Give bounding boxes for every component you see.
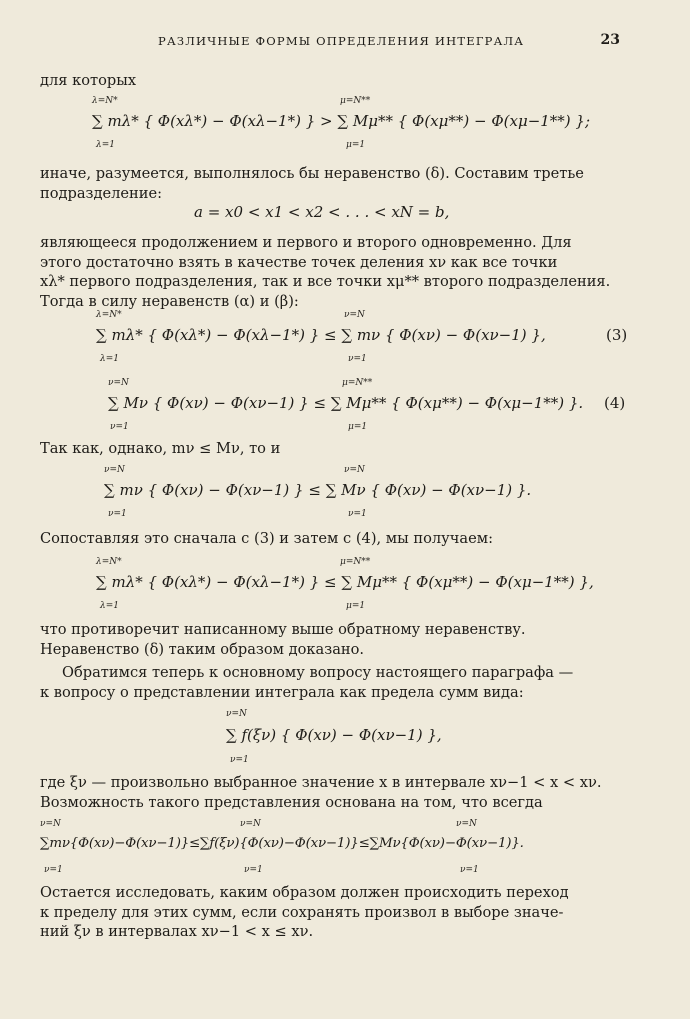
paragraph-9 (40, 883, 652, 942)
running-title: РАЗЛИЧНЫЕ ФОРМЫ ОПРЕДЕЛЕНИЯ ИНТЕГРАЛА (158, 34, 525, 48)
sum-lower-limit: λ=1 (100, 601, 119, 611)
page-number: 23 (600, 32, 620, 48)
text-line: Остается исследовать, каким образом должен происходить переход (40, 884, 569, 901)
equation-number: (3) (606, 326, 628, 344)
sum-upper-limit: λ=N* (92, 96, 118, 106)
sum-lower-limit: ν=1 (348, 354, 367, 364)
sum-upper-limit: μ=N** (340, 96, 371, 106)
equation-5 (0, 465, 690, 521)
paragraph-8 (40, 773, 652, 812)
formula: ∑mν{Φ(xν)−Φ(xν−1)}≤∑f(ξν){Φ(xν)−Φ(xν−1)}≤∑Mν{Φ(xν)−Φ(xν−1)}. (40, 836, 524, 851)
sum-upper-limit: ν=N (240, 819, 261, 829)
formula: a = x0 < x1 < x2 < . . . < xN = b, (194, 203, 450, 221)
sum-upper-limit: μ=N** (342, 378, 373, 388)
sum-lower-limit: ν=1 (230, 755, 249, 765)
formula: ∑ f(ξν) { Φ(xν) − Φ(xν−1) }, (226, 726, 442, 744)
paragraph-6 (40, 620, 652, 659)
sum-lower-limit: ν=1 (460, 865, 479, 875)
sum-upper-limit: ν=N (108, 378, 129, 388)
text-line: Неравенство (δ) таким образом доказано. (40, 640, 365, 658)
sum-lower-limit: ν=1 (244, 865, 263, 875)
equation-number: (4) (604, 394, 626, 412)
formula: ∑ mν { Φ(xν) − Φ(xν−1) } ≤ ∑ Mν { Φ(xν) − Φ(xν−1) }. (104, 481, 532, 499)
text-line: Сопоставляя это сначала с (3) и затем с (4), мы получаем: (40, 530, 494, 547)
formula: ∑ mλ* { Φ(xλ*) − Φ(xλ−1*) } ≤ ∑ mν { Φ(xν) − Φ(xν−1) }, (96, 326, 546, 344)
text-line: что противоречит написанному выше обратному неравенству. (40, 621, 526, 638)
sum-lower-limit: ν=1 (110, 422, 129, 432)
text-line: этого достаточно взять в качестве точек деления xν как все точки (40, 253, 558, 271)
page-header (0, 32, 690, 52)
paragraph-7 (40, 663, 652, 702)
sum-upper-limit: ν=N (226, 709, 247, 719)
formula: ∑ mλ* { Φ(xλ*) − Φ(xλ−1*) } > ∑ Mμ** { Φ(xμ**) − Φ(xμ−1**) }; (92, 112, 591, 130)
paragraph-2 (40, 164, 652, 203)
text-line: Тогда в силу неравенств (α) и (β): (40, 292, 299, 310)
sum-lower-limit: μ=1 (348, 422, 368, 432)
sum-upper-limit: μ=N** (340, 557, 371, 567)
sum-lower-limit: ν=1 (348, 509, 367, 519)
paragraph-4 (40, 439, 652, 459)
sum-lower-limit: λ=1 (100, 354, 119, 364)
formula: ∑ Mν { Φ(xν) − Φ(xν−1) } ≤ ∑ Mμ** { Φ(xμ**) − Φ(xμ−1**) }. (108, 394, 584, 412)
text-line: ний ξν в интервалах xν−1 < x ≤ xν. (40, 923, 314, 940)
equation-4 (0, 378, 690, 434)
paragraph-5 (40, 529, 652, 549)
sum-lower-limit: μ=1 (346, 601, 366, 611)
text-line: подразделение: (40, 184, 163, 202)
equation-8 (0, 819, 690, 877)
text-line: к вопросу о представлении интеграла как предела сумм вида: (40, 683, 524, 701)
equation-6 (0, 557, 690, 613)
text-line: Так как, однако, mν ≤ Mν, то и (40, 440, 281, 457)
text-line: к пределу для этих сумм, если сохранять произвол в выборе значе- (40, 903, 564, 921)
sum-upper-limit: λ=N* (96, 310, 122, 320)
equation-2 (0, 201, 690, 227)
sum-lower-limit: μ=1 (346, 140, 366, 150)
text-line: где ξν — произвольно выбранное значение x в интервале xν−1 < x < xν. (40, 774, 602, 791)
paragraph-3 (40, 233, 652, 311)
sum-upper-limit: ν=N (40, 819, 61, 829)
sum-upper-limit: ν=N (344, 465, 365, 475)
sum-upper-limit: ν=N (456, 819, 477, 829)
sum-upper-limit: ν=N (104, 465, 125, 475)
equation-7 (0, 709, 690, 767)
text-line: Возможность такого представления основана на том, что всегда (40, 793, 543, 811)
paragraph-1 (40, 71, 652, 91)
text-line: для которых (40, 72, 137, 89)
equation-3 (0, 310, 690, 366)
sum-upper-limit: ν=N (344, 310, 365, 320)
text-line: Обратимся теперь к основному вопросу настоящего параграфа — (62, 664, 574, 681)
sum-lower-limit: ν=1 (108, 509, 127, 519)
sum-lower-limit: ν=1 (44, 865, 63, 875)
text-line: иначе, разумеется, выполнялось бы неравенство (δ). Составим третье (40, 165, 584, 182)
text-line: xλ* первого подразделения, так и все точки xμ** второго подразделения. (40, 273, 611, 290)
formula: ∑ mλ* { Φ(xλ*) − Φ(xλ−1*) } ≤ ∑ Mμ** { Φ(xμ**) − Φ(xμ−1**) }, (96, 573, 594, 591)
sum-upper-limit: λ=N* (96, 557, 122, 567)
equation-1 (0, 96, 690, 152)
text-line: являющееся продолжением и первого и второго одновременно. Для (40, 234, 572, 251)
sum-lower-limit: λ=1 (96, 140, 115, 150)
